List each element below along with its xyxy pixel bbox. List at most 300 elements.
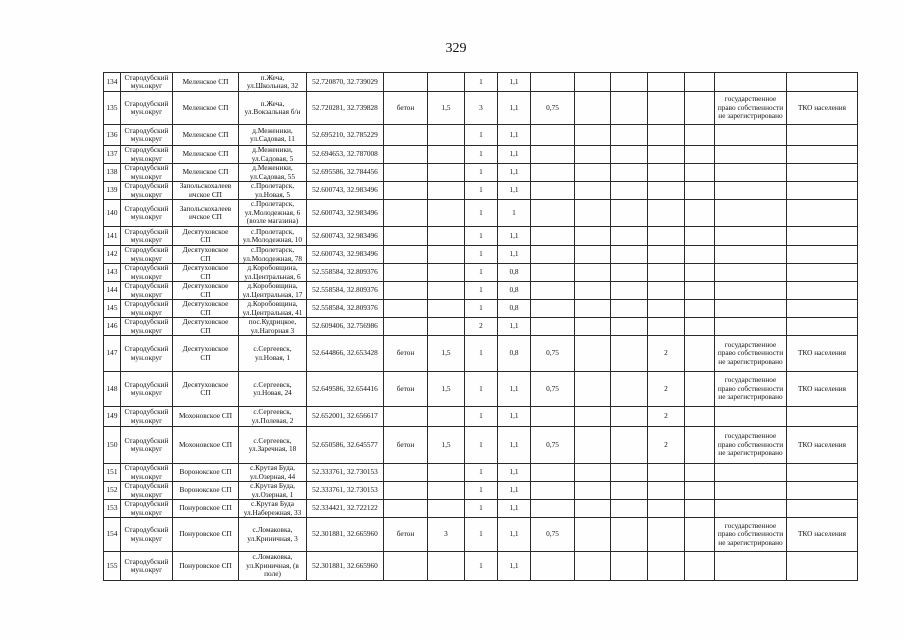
column-11-cell bbox=[575, 246, 611, 264]
column-13-cell bbox=[648, 282, 685, 300]
column-12-cell bbox=[611, 146, 648, 164]
column-14-cell bbox=[685, 125, 715, 146]
area-cell bbox=[428, 552, 465, 581]
address-cell: с.Сергеевск, ул.Новая, 1 bbox=[239, 336, 307, 372]
container-count-cell: 1 bbox=[465, 200, 498, 227]
column-11-cell bbox=[575, 92, 611, 125]
coordinates-cell: 52.558584, 32.809376 bbox=[307, 300, 384, 318]
waste-source-cell bbox=[787, 246, 858, 264]
municipality-cell: Стародубский мун.округ bbox=[121, 146, 173, 164]
settlement-cell: Меленское СП bbox=[173, 73, 239, 92]
address-cell: д.Меженики, ул.Садовая, 11 bbox=[239, 125, 307, 146]
column-10-cell: 0,75 bbox=[531, 92, 575, 125]
ownership-cell bbox=[715, 73, 787, 92]
column-12-cell bbox=[611, 500, 648, 518]
container-volume-cell: 0,8 bbox=[498, 264, 531, 282]
table-row bbox=[104, 164, 858, 182]
column-11-cell bbox=[575, 336, 611, 372]
settlement-cell: Понуровское СП bbox=[173, 552, 239, 581]
ownership-cell bbox=[715, 246, 787, 264]
area-cell bbox=[428, 282, 465, 300]
column-13-cell bbox=[648, 318, 685, 336]
column-13-cell bbox=[648, 482, 685, 500]
coordinates-cell: 52.600743, 32.983496 bbox=[307, 227, 384, 246]
column-13-cell bbox=[648, 146, 685, 164]
municipality-cell: Стародубский мун.округ bbox=[121, 318, 173, 336]
surface-material-cell: бетон bbox=[384, 372, 428, 407]
address-cell: пос.Кудрицкое, ул.Нагорная 3 bbox=[239, 318, 307, 336]
surface-material-cell bbox=[384, 227, 428, 246]
column-13-cell bbox=[648, 464, 685, 482]
column-14-cell bbox=[685, 372, 715, 407]
table-row bbox=[104, 482, 858, 500]
column-11-cell bbox=[575, 407, 611, 427]
area-cell: 3 bbox=[428, 518, 465, 552]
municipality-cell: Стародубский мун.округ bbox=[121, 264, 173, 282]
column-14-cell bbox=[685, 182, 715, 200]
column-10-cell bbox=[531, 264, 575, 282]
column-14-cell bbox=[685, 164, 715, 182]
column-14-cell bbox=[685, 146, 715, 164]
address-cell: с.Крутая Буда, ул.Озерная, 44 bbox=[239, 464, 307, 482]
municipality-cell: Стародубский мун.округ bbox=[121, 482, 173, 500]
row-number-cell: 137 bbox=[104, 146, 121, 164]
column-13-cell bbox=[648, 182, 685, 200]
municipality-cell: Стародубский мун.округ bbox=[121, 125, 173, 146]
container-count-cell: 1 bbox=[465, 500, 498, 518]
surface-material-cell bbox=[384, 146, 428, 164]
container-count-cell: 1 bbox=[465, 518, 498, 552]
column-12-cell bbox=[611, 336, 648, 372]
row-number-cell: 138 bbox=[104, 164, 121, 182]
surface-material-cell bbox=[384, 318, 428, 336]
address-cell: п.Жеча, ул.Вокзальная б/н bbox=[239, 92, 307, 125]
municipality-cell: Стародубский мун.округ bbox=[121, 372, 173, 407]
column-10-cell bbox=[531, 282, 575, 300]
column-12-cell bbox=[611, 464, 648, 482]
column-12-cell bbox=[611, 73, 648, 92]
coordinates-cell: 52.609406, 32.756986 bbox=[307, 318, 384, 336]
municipality-cell: Стародубский мун.округ bbox=[121, 300, 173, 318]
column-14-cell bbox=[685, 264, 715, 282]
column-13-cell bbox=[648, 246, 685, 264]
table-body bbox=[104, 73, 858, 581]
surface-material-cell bbox=[384, 246, 428, 264]
settlement-cell: Десятуховское СП bbox=[173, 282, 239, 300]
surface-material-cell bbox=[384, 552, 428, 581]
address-cell: д.Коробовщина, ул.Центральная, 41 bbox=[239, 300, 307, 318]
area-cell: 1,5 bbox=[428, 92, 465, 125]
row-number-cell: 142 bbox=[104, 246, 121, 264]
column-13-cell: 2 bbox=[648, 427, 685, 464]
settlement-cell: Меленское СП bbox=[173, 92, 239, 125]
column-11-cell bbox=[575, 372, 611, 407]
container-volume-cell: 1,1 bbox=[498, 372, 531, 407]
municipality-cell: Стародубский мун.округ bbox=[121, 500, 173, 518]
ownership-cell bbox=[715, 264, 787, 282]
table-row bbox=[104, 146, 858, 164]
row-number-cell: 154 bbox=[104, 518, 121, 552]
column-14-cell bbox=[685, 227, 715, 246]
table-row bbox=[104, 500, 858, 518]
column-14-cell bbox=[685, 200, 715, 227]
column-12-cell bbox=[611, 200, 648, 227]
column-11-cell bbox=[575, 73, 611, 92]
row-number-cell: 144 bbox=[104, 282, 121, 300]
ownership-cell bbox=[715, 146, 787, 164]
table-row bbox=[104, 182, 858, 200]
waste-source-cell bbox=[787, 464, 858, 482]
container-volume-cell: 0,8 bbox=[498, 300, 531, 318]
municipality-cell: Стародубский мун.округ bbox=[121, 73, 173, 92]
column-10-cell: 0,75 bbox=[531, 372, 575, 407]
address-cell: д.Меженики, ул.Садовая, 5 bbox=[239, 146, 307, 164]
row-number-cell: 135 bbox=[104, 92, 121, 125]
area-cell bbox=[428, 264, 465, 282]
column-11-cell bbox=[575, 227, 611, 246]
column-14-cell bbox=[685, 427, 715, 464]
table-row bbox=[104, 125, 858, 146]
container-count-cell: 1 bbox=[465, 300, 498, 318]
coordinates-cell: 52.650586, 32.645577 bbox=[307, 427, 384, 464]
container-count-cell: 1 bbox=[465, 482, 498, 500]
surface-material-cell bbox=[384, 482, 428, 500]
column-10-cell bbox=[531, 146, 575, 164]
column-12-cell bbox=[611, 164, 648, 182]
column-12-cell bbox=[611, 282, 648, 300]
coordinates-cell: 52.333761, 32.730153 bbox=[307, 464, 384, 482]
ownership-cell bbox=[715, 227, 787, 246]
container-count-cell: 1 bbox=[465, 73, 498, 92]
coordinates-cell: 52.301881, 32.665960 bbox=[307, 518, 384, 552]
row-number-cell: 150 bbox=[104, 427, 121, 464]
table-row bbox=[104, 318, 858, 336]
coordinates-cell: 52.600743, 32.983496 bbox=[307, 246, 384, 264]
column-10-cell bbox=[531, 500, 575, 518]
container-count-cell: 3 bbox=[465, 92, 498, 125]
settlement-cell: Запольскохалеев ичское СП bbox=[173, 182, 239, 200]
ownership-cell bbox=[715, 407, 787, 427]
column-13-cell bbox=[648, 73, 685, 92]
container-count-cell: 1 bbox=[465, 227, 498, 246]
column-12-cell bbox=[611, 246, 648, 264]
settlement-cell: Меленское СП bbox=[173, 146, 239, 164]
column-10-cell bbox=[531, 318, 575, 336]
coordinates-cell: 52.301881, 32.665960 bbox=[307, 552, 384, 581]
column-11-cell bbox=[575, 164, 611, 182]
row-number-cell: 148 bbox=[104, 372, 121, 407]
column-14-cell bbox=[685, 336, 715, 372]
address-cell: с.Сергеевск, ул.Новая, 24 bbox=[239, 372, 307, 407]
coordinates-cell: 52.649586, 32.654416 bbox=[307, 372, 384, 407]
table-row bbox=[104, 264, 858, 282]
area-cell: 1,5 bbox=[428, 427, 465, 464]
settlement-cell: Запольскохалеев ичское СП bbox=[173, 200, 239, 227]
area-cell bbox=[428, 227, 465, 246]
row-number-cell: 153 bbox=[104, 500, 121, 518]
address-cell: д.Коробовщина, ул.Центральная, 6 bbox=[239, 264, 307, 282]
column-14-cell bbox=[685, 92, 715, 125]
column-13-cell bbox=[648, 264, 685, 282]
waste-source-cell bbox=[787, 182, 858, 200]
column-14-cell bbox=[685, 552, 715, 581]
coordinates-cell: 52.333761, 32.730153 bbox=[307, 482, 384, 500]
address-cell: с.Пролетарск, ул.Молодежная, 10 bbox=[239, 227, 307, 246]
column-12-cell bbox=[611, 125, 648, 146]
area-cell bbox=[428, 200, 465, 227]
area-cell bbox=[428, 300, 465, 318]
waste-source-cell bbox=[787, 318, 858, 336]
container-volume-cell: 1,1 bbox=[498, 518, 531, 552]
column-12-cell bbox=[611, 552, 648, 581]
municipality-cell: Стародубский мун.округ bbox=[121, 227, 173, 246]
column-10-cell bbox=[531, 300, 575, 318]
settlement-cell: Десятуховское СП bbox=[173, 336, 239, 372]
column-14-cell bbox=[685, 246, 715, 264]
settlement-cell: Десятуховское СП bbox=[173, 227, 239, 246]
ownership-cell bbox=[715, 282, 787, 300]
settlement-cell: Мохоновское СП bbox=[173, 427, 239, 464]
coordinates-cell: 52.720281, 32.739828 bbox=[307, 92, 384, 125]
column-10-cell: 0,75 bbox=[531, 518, 575, 552]
column-13-cell bbox=[648, 518, 685, 552]
column-12-cell bbox=[611, 227, 648, 246]
address-cell: д.Меженики, ул.Садовая, 55 bbox=[239, 164, 307, 182]
municipality-cell: Стародубский мун.округ bbox=[121, 200, 173, 227]
settlement-cell: Воронокское СП bbox=[173, 482, 239, 500]
column-10-cell bbox=[531, 200, 575, 227]
table-row bbox=[104, 407, 858, 427]
address-cell: с.Крутая Буда, ул.Озерная, 1 bbox=[239, 482, 307, 500]
column-11-cell bbox=[575, 427, 611, 464]
column-11-cell bbox=[575, 552, 611, 581]
surface-material-cell bbox=[384, 182, 428, 200]
table-row bbox=[104, 518, 858, 552]
container-count-cell: 1 bbox=[465, 372, 498, 407]
column-13-cell bbox=[648, 200, 685, 227]
container-count-cell: 1 bbox=[465, 427, 498, 464]
column-11-cell bbox=[575, 200, 611, 227]
address-cell: п.Жеча, ул.Школьная, 32 bbox=[239, 73, 307, 92]
waste-source-cell: ТКО населения bbox=[787, 336, 858, 372]
surface-material-cell bbox=[384, 407, 428, 427]
row-number-cell: 151 bbox=[104, 464, 121, 482]
municipality-cell: Стародубский мун.округ bbox=[121, 164, 173, 182]
address-cell: с.Сергеевск, ул.Полевая, 2 bbox=[239, 407, 307, 427]
column-12-cell bbox=[611, 518, 648, 552]
area-cell bbox=[428, 73, 465, 92]
surface-material-cell: бетон bbox=[384, 336, 428, 372]
waste-source-cell bbox=[787, 73, 858, 92]
column-10-cell bbox=[531, 464, 575, 482]
area-cell: 1,5 bbox=[428, 372, 465, 407]
settlement-cell: Мохоновское СП bbox=[173, 407, 239, 427]
ownership-cell bbox=[715, 482, 787, 500]
container-count-cell: 1 bbox=[465, 336, 498, 372]
municipality-cell: Стародубский мун.округ bbox=[121, 336, 173, 372]
row-number-cell: 147 bbox=[104, 336, 121, 372]
column-13-cell: 2 bbox=[648, 336, 685, 372]
surface-material-cell bbox=[384, 282, 428, 300]
column-11-cell bbox=[575, 282, 611, 300]
table-row bbox=[104, 282, 858, 300]
row-number-cell: 145 bbox=[104, 300, 121, 318]
container-volume-cell: 1,1 bbox=[498, 92, 531, 125]
table-row bbox=[104, 227, 858, 246]
coordinates-cell: 52.694653, 32.787008 bbox=[307, 146, 384, 164]
area-cell bbox=[428, 464, 465, 482]
container-count-cell: 2 bbox=[465, 318, 498, 336]
municipality-cell: Стародубский мун.округ bbox=[121, 518, 173, 552]
waste-source-cell bbox=[787, 407, 858, 427]
waste-source-cell bbox=[787, 552, 858, 581]
municipality-cell: Стародубский мун.округ bbox=[121, 427, 173, 464]
settlement-cell: Меленское СП bbox=[173, 164, 239, 182]
waste-source-cell bbox=[787, 282, 858, 300]
container-count-cell: 1 bbox=[465, 464, 498, 482]
container-count-cell: 1 bbox=[465, 125, 498, 146]
waste-source-cell bbox=[787, 125, 858, 146]
container-volume-cell: 1,1 bbox=[498, 407, 531, 427]
column-12-cell bbox=[611, 318, 648, 336]
container-volume-cell: 1,1 bbox=[498, 73, 531, 92]
coordinates-cell: 52.334421, 32.722122 bbox=[307, 500, 384, 518]
row-number-cell: 134 bbox=[104, 73, 121, 92]
area-cell bbox=[428, 246, 465, 264]
row-number-cell: 146 bbox=[104, 318, 121, 336]
surface-material-cell bbox=[384, 200, 428, 227]
surface-material-cell bbox=[384, 500, 428, 518]
column-10-cell bbox=[531, 125, 575, 146]
container-volume-cell: 1,1 bbox=[498, 246, 531, 264]
surface-material-cell bbox=[384, 73, 428, 92]
container-volume-cell: 1,1 bbox=[498, 227, 531, 246]
container-volume-cell: 1 bbox=[498, 200, 531, 227]
surface-material-cell bbox=[384, 164, 428, 182]
column-14-cell bbox=[685, 300, 715, 318]
container-count-cell: 1 bbox=[465, 146, 498, 164]
container-volume-cell: 0,8 bbox=[498, 336, 531, 372]
municipality-cell: Стародубский мун.округ bbox=[121, 182, 173, 200]
area-cell bbox=[428, 482, 465, 500]
column-14-cell bbox=[685, 464, 715, 482]
coordinates-cell: 52.695210, 32.785229 bbox=[307, 125, 384, 146]
container-count-cell: 1 bbox=[465, 182, 498, 200]
column-14-cell bbox=[685, 318, 715, 336]
row-number-cell: 141 bbox=[104, 227, 121, 246]
waste-source-cell bbox=[787, 227, 858, 246]
ownership-cell: государственное право собственности не зарегистрировано bbox=[715, 518, 787, 552]
settlement-cell: Десятуховское СП bbox=[173, 372, 239, 407]
settlement-cell: Десятуховское СП bbox=[173, 318, 239, 336]
column-12-cell bbox=[611, 92, 648, 125]
column-10-cell bbox=[531, 227, 575, 246]
municipality-cell: Стародубский мун.округ bbox=[121, 407, 173, 427]
ownership-cell bbox=[715, 125, 787, 146]
ownership-cell bbox=[715, 164, 787, 182]
surface-material-cell: бетон bbox=[384, 518, 428, 552]
column-13-cell bbox=[648, 125, 685, 146]
area-cell bbox=[428, 407, 465, 427]
container-volume-cell: 1,1 bbox=[498, 164, 531, 182]
container-volume-cell: 0,8 bbox=[498, 282, 531, 300]
address-cell: с.Ломаковка, ул.Криничная, (в поле) bbox=[239, 552, 307, 581]
container-count-cell: 1 bbox=[465, 264, 498, 282]
table-row bbox=[104, 372, 858, 407]
address-cell: с.Пролетарск, ул.Молодежная, 6 (возле магазина) bbox=[239, 200, 307, 227]
container-volume-cell: 1,1 bbox=[498, 500, 531, 518]
container-volume-cell: 1,1 bbox=[498, 146, 531, 164]
column-13-cell bbox=[648, 164, 685, 182]
column-11-cell bbox=[575, 125, 611, 146]
waste-source-cell: ТКО населения bbox=[787, 372, 858, 407]
container-volume-cell: 1,1 bbox=[498, 125, 531, 146]
coordinates-cell: 52.558584, 32.809376 bbox=[307, 282, 384, 300]
column-13-cell bbox=[648, 500, 685, 518]
address-cell: с.Сергеевск, ул.Заречная, 18 bbox=[239, 427, 307, 464]
column-14-cell bbox=[685, 282, 715, 300]
address-cell: с.Пролетарск, ул.Молодежная, 78 bbox=[239, 246, 307, 264]
municipality-cell: Стародубский мун.округ bbox=[121, 92, 173, 125]
waste-source-cell bbox=[787, 164, 858, 182]
coordinates-cell: 52.695586, 32.784456 bbox=[307, 164, 384, 182]
container-volume-cell: 1,1 bbox=[498, 427, 531, 464]
settlement-cell: Меленское СП bbox=[173, 125, 239, 146]
waste-source-cell bbox=[787, 200, 858, 227]
ownership-cell bbox=[715, 552, 787, 581]
table-row bbox=[104, 73, 858, 92]
municipality-cell: Стародубский мун.округ bbox=[121, 282, 173, 300]
area-cell bbox=[428, 146, 465, 164]
column-14-cell bbox=[685, 73, 715, 92]
row-number-cell: 136 bbox=[104, 125, 121, 146]
column-14-cell bbox=[685, 518, 715, 552]
waste-source-cell: ТКО населения bbox=[787, 92, 858, 125]
column-10-cell: 0,75 bbox=[531, 336, 575, 372]
container-count-cell: 1 bbox=[465, 246, 498, 264]
column-12-cell bbox=[611, 264, 648, 282]
address-cell: с.Ломаковка, ул.Криничная, 3 bbox=[239, 518, 307, 552]
column-11-cell bbox=[575, 182, 611, 200]
table-row bbox=[104, 552, 858, 581]
waste-source-cell bbox=[787, 146, 858, 164]
surface-material-cell bbox=[384, 264, 428, 282]
table-row bbox=[104, 92, 858, 125]
settlement-cell: Десятуховское СП bbox=[173, 300, 239, 318]
ownership-cell bbox=[715, 318, 787, 336]
column-11-cell bbox=[575, 318, 611, 336]
ownership-cell bbox=[715, 300, 787, 318]
settlement-cell: Понуровское СП bbox=[173, 500, 239, 518]
settlement-cell: Десятуховское СП bbox=[173, 264, 239, 282]
container-count-cell: 1 bbox=[465, 407, 498, 427]
column-13-cell: 2 bbox=[648, 372, 685, 407]
waste-source-cell: ТКО населения bbox=[787, 518, 858, 552]
ownership-cell bbox=[715, 464, 787, 482]
address-cell: д.Коробовщина, ул.Центральная, 17 bbox=[239, 282, 307, 300]
column-10-cell bbox=[531, 407, 575, 427]
area-cell bbox=[428, 500, 465, 518]
column-13-cell bbox=[648, 227, 685, 246]
municipality-cell: Стародубский мун.округ bbox=[121, 246, 173, 264]
column-12-cell bbox=[611, 427, 648, 464]
column-14-cell bbox=[685, 407, 715, 427]
column-12-cell bbox=[611, 182, 648, 200]
container-count-cell: 1 bbox=[465, 552, 498, 581]
row-number-cell: 143 bbox=[104, 264, 121, 282]
table-row bbox=[104, 200, 858, 227]
waste-source-cell bbox=[787, 500, 858, 518]
